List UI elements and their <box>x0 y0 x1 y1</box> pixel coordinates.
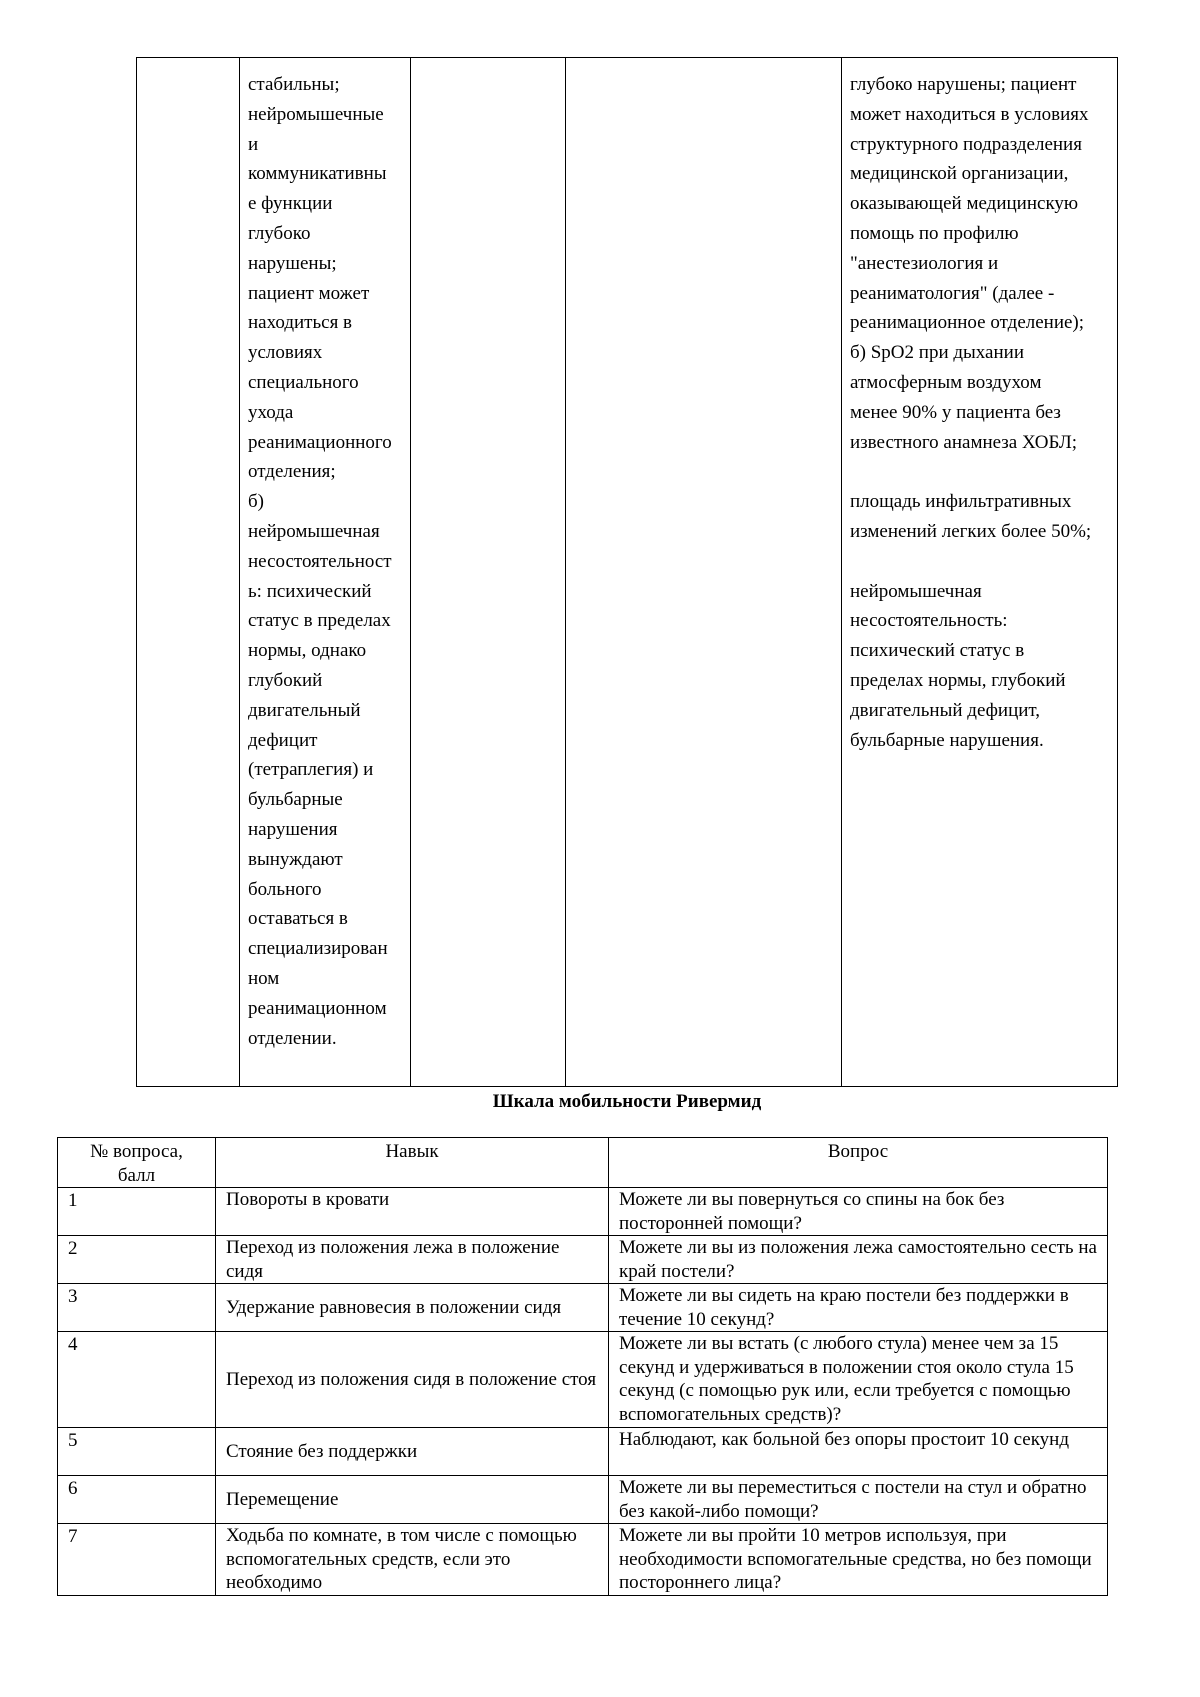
row-question: Можете ли вы переместиться с постели на стул и обратно без какой-либо помощи? <box>609 1476 1108 1524</box>
row-skill: Перемещение <box>216 1476 609 1524</box>
table-row <box>58 1236 1108 1284</box>
table-row <box>58 1188 1108 1236</box>
row-skill: Ходьба по комнате, в том числе с помощью вспомогательных средств, если это необходимо <box>216 1524 609 1596</box>
row-num: 1 <box>58 1188 216 1236</box>
table-row <box>58 1524 1108 1596</box>
header-row <box>58 1138 1108 1188</box>
row-num: 7 <box>58 1524 216 1596</box>
condition-text: глубоко нарушены; пациент может находиться в условиях структурного подразделения медицинской организации, оказывающей медицинскую помощь по профилю "анестезиология и реаниматология" (далее - реанимационное отделение); б) SpO2 при дыхании атмосферным воздухом менее 90% у пациента без известного анамнеза ХОБЛ; площадь инфильтративных изменений легких более 50%; нейромышечная несостоятельность: психический статус в пределах нормы, глубокий двигательный дефицит, бульбарные нарушения. <box>850 74 1092 751</box>
row-skill: Удержание равновесия в положении сидя <box>216 1284 609 1332</box>
cell-criteria-text <box>240 58 411 1087</box>
row-question: Можете ли вы из положения лежа самостоятельно сесть на край постели? <box>609 1236 1108 1284</box>
row-skill: Переход из положения сидя в положение стоя <box>216 1332 609 1428</box>
continuation-table <box>136 57 1118 1087</box>
table-row <box>58 1428 1108 1476</box>
continuation-row <box>137 58 1118 1087</box>
row-question: Можете ли вы сидеть на краю постели без поддержки в течение 10 секунд? <box>609 1284 1108 1332</box>
row-num: 5 <box>58 1428 216 1476</box>
row-skill: Стояние без поддержки <box>216 1428 609 1476</box>
row-question: Можете ли вы пройти 10 метров используя, при необходимости вспомогательные средства, но без помощи постороннего лица? <box>609 1524 1108 1596</box>
row-skill: Переход из положения лежа в положение сидя <box>216 1236 609 1284</box>
criteria-text: стабильны; нейромышечные и коммуникативны е функции глубоко нарушены; пациент может находиться в условиях специального ухода реанимационного отделения; б) нейромышечная несостоятельност ь: психический статус в пределах нормы, однако глубокий двигательный дефицит (тетраплегия) и бульбарные нарушения вынуждают больного оставаться в специализирован ном реанимационном отделении. <box>248 74 392 1049</box>
header-question: Вопрос <box>609 1138 1108 1188</box>
table-row <box>58 1284 1108 1332</box>
cell-empty-1 <box>137 58 240 1087</box>
row-num: 4 <box>58 1332 216 1428</box>
header-skill: Навык <box>216 1138 609 1188</box>
row-question: Можете ли вы встать (с любого стула) менее чем за 15 секунд и удерживаться в положении стоя около стула 15 секунд (с помощью рук или, если требуется с помощью вспомогательных средств)? <box>609 1332 1108 1428</box>
rivermead-table <box>57 1137 1108 1596</box>
row-question: Можете ли вы повернуться со спины на бок без посторонней помощи? <box>609 1188 1108 1236</box>
row-num: 6 <box>58 1476 216 1524</box>
cell-condition-text <box>842 58 1118 1087</box>
table-row <box>58 1332 1108 1428</box>
cell-empty-4 <box>566 58 842 1087</box>
row-skill: Повороты в кровати <box>216 1188 609 1236</box>
row-question: Наблюдают, как больной без опоры простоит 10 секунд <box>609 1428 1108 1476</box>
row-num: 3 <box>58 1284 216 1332</box>
table-row <box>58 1476 1108 1524</box>
scale-title: Шкала мобильности Ривермид <box>492 1091 762 1112</box>
header-num: № вопроса, балл <box>58 1138 216 1188</box>
row-num: 2 <box>58 1236 216 1284</box>
cell-empty-3 <box>411 58 566 1087</box>
